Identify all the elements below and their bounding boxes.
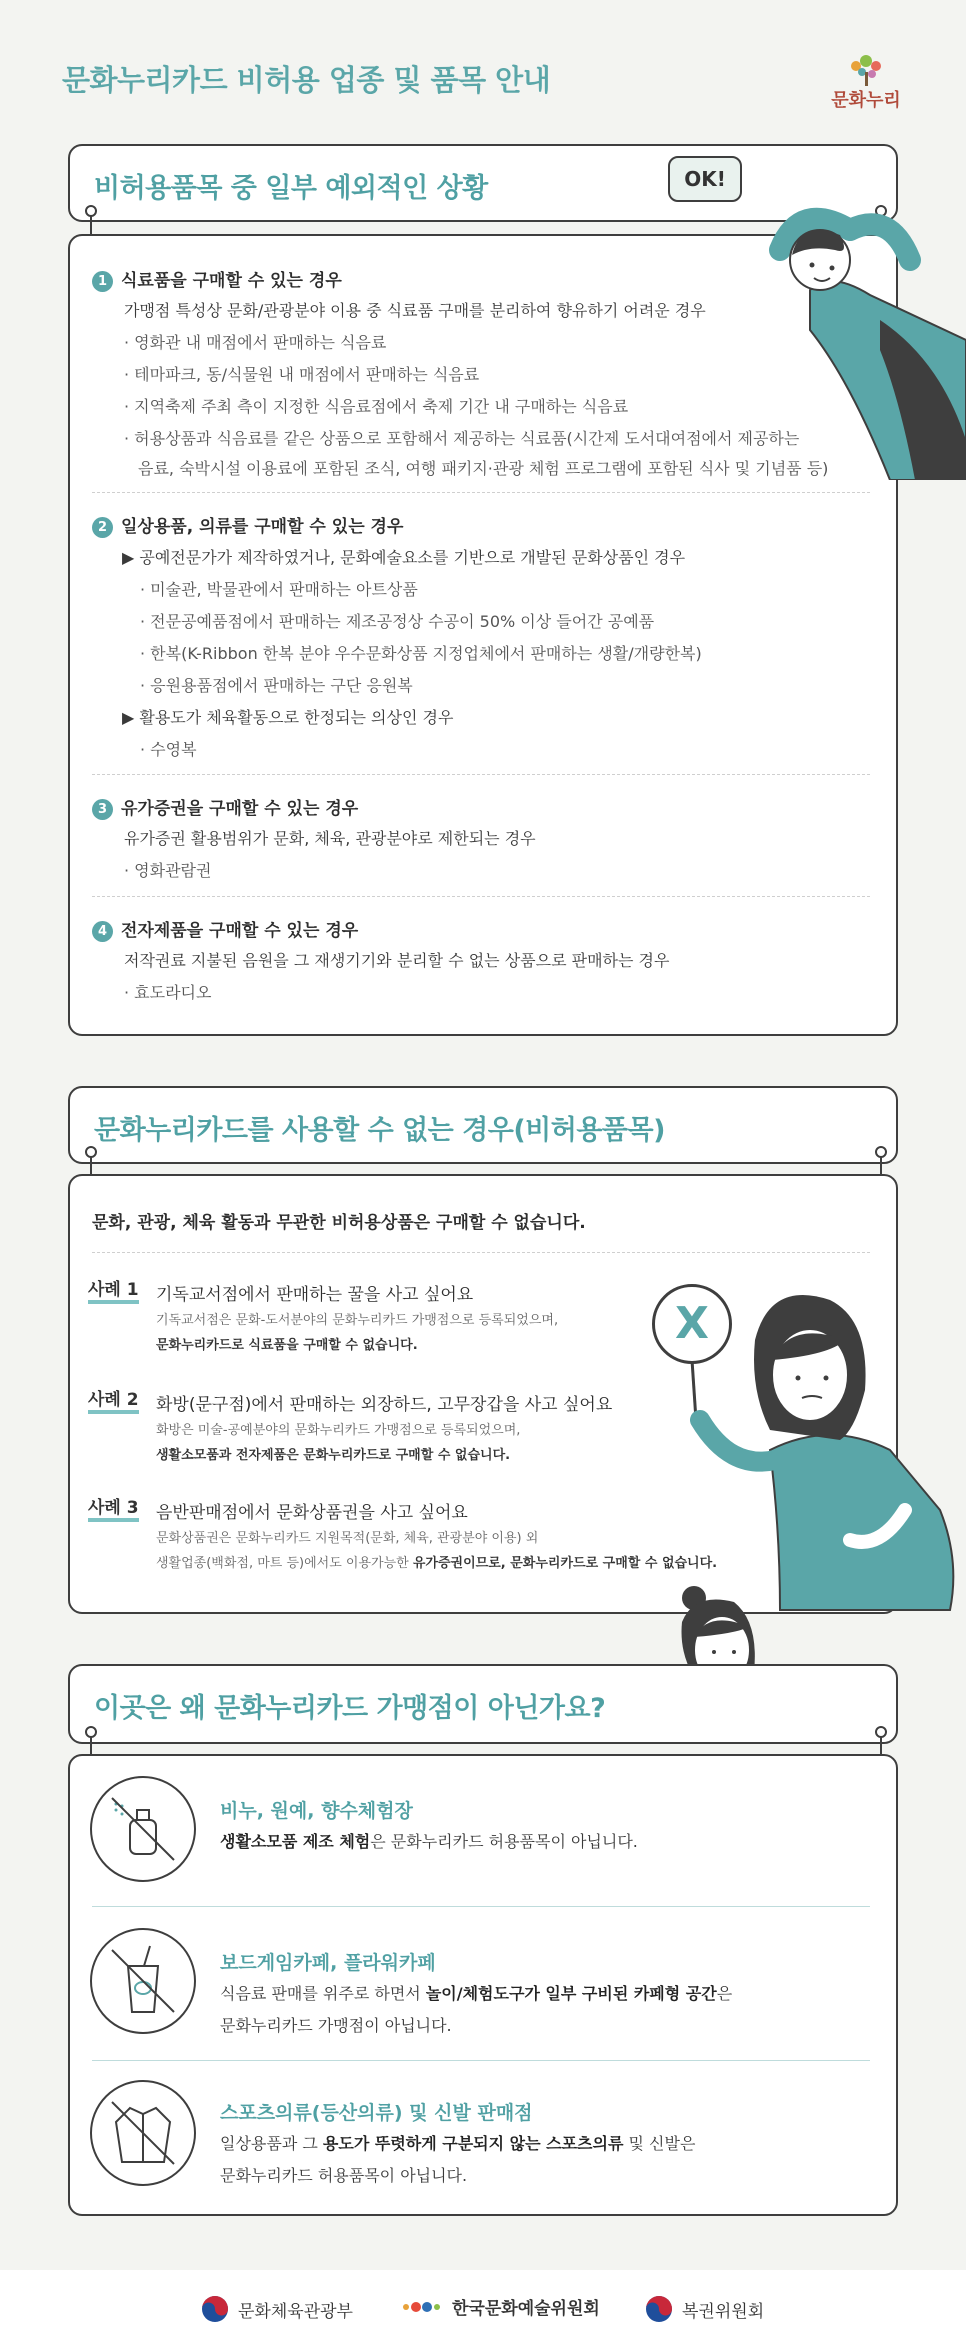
- item2-bullet: · 미술관, 박물관에서 판매하는 아트상품: [140, 580, 418, 599]
- place-description: [220, 1978, 732, 2042]
- case-desc-line: 문화상품권은 문화누리카드 지원목적(문화, 체육, 관광분야 이용) 외: [156, 1531, 539, 1546]
- binder-ring: [85, 1726, 97, 1738]
- org-name: 한국문화예술위원회: [452, 2299, 600, 2319]
- place-desc-tail: 은: [716, 1984, 733, 2003]
- item4-heading: [92, 916, 358, 942]
- place-description: [220, 2128, 695, 2192]
- case-label: 사례 1: [88, 1280, 139, 1304]
- number-badge: 4: [92, 921, 113, 942]
- item1-heading: [92, 266, 342, 292]
- case-description: [156, 1526, 717, 1576]
- place-desc-line2: 문화누리카드 허용품목이 아닙니다.: [220, 2166, 468, 2185]
- item2-heading-text: 일상용품, 의류를 구매할 수 있는 경우: [121, 517, 404, 537]
- dashed-divider: [92, 896, 870, 897]
- arko-logo-icon: [400, 2297, 444, 2317]
- case-label: 사례 3: [88, 1498, 139, 1522]
- place-desc-bold: 용도가 뚜렷하게 구분되지 않는 스포츠의류: [322, 2134, 624, 2153]
- case-label: 사례 2: [88, 1390, 139, 1414]
- org-name: 복권위원회: [682, 2301, 765, 2322]
- section3-title-box: [68, 1664, 898, 1744]
- item3-bullet: · 영화관람권: [124, 861, 212, 880]
- dashed-divider: [92, 774, 870, 775]
- case-desc-bold: 문화누리카드로 식료품을 구매할 수 없습니다.: [156, 1338, 418, 1353]
- section2-intro: 문화, 관광, 체육 활동과 무관한 비허용상품은 구매할 수 없습니다.: [92, 1213, 586, 1233]
- case-desc-line: 화방은 미술-공예분야의 문화누리카드 가맹점으로 등록되었으며,: [156, 1423, 521, 1438]
- number-badge: 1: [92, 271, 113, 292]
- place-title: 비누, 원예, 향수체험장: [220, 1800, 413, 1822]
- jacket-icon: [90, 2080, 196, 2186]
- item4-heading-text: 전자제품을 구매할 수 있는 경우: [121, 921, 359, 941]
- binder-ring: [875, 1146, 887, 1158]
- x-sign-badge: X: [652, 1284, 732, 1364]
- taegeuk-icon: [644, 2294, 674, 2324]
- place-desc-tail: 및 신발은: [623, 2134, 696, 2153]
- munhwanuri-logo: [826, 52, 906, 112]
- case-desc-line: 기독교서점은 문화-도서분야의 문화누리카드 가맹점으로 등록되었으며,: [156, 1313, 559, 1328]
- case-desc-bold: 유가증권이므로, 문화누리카드로 구매할 수 없습니다.: [412, 1556, 718, 1571]
- place-desc-plain: 일상용품과 그: [220, 2134, 323, 2153]
- place-description: [220, 1826, 638, 1858]
- org-mcst: [200, 2294, 353, 2324]
- case-description: [156, 1418, 520, 1468]
- section2-title-box: [68, 1086, 898, 1164]
- case-title: 기독교서점에서 판매하는 꿀을 사고 싶어요: [156, 1285, 474, 1305]
- case-title: 화방(문구점)에서 판매하는 외장하드, 고무장갑을 사고 싶어요: [156, 1395, 613, 1415]
- binder-ring: [85, 205, 97, 217]
- section1-title: 비허용품목 중 일부 예외적인 상황: [94, 173, 488, 204]
- item4-intro: 저작권료 지불된 음원을 그 재생기기와 분리할 수 없는 상품으로 판매하는 경우: [124, 951, 670, 970]
- place-title: 보드게임카페, 플라워카페: [220, 1952, 436, 1974]
- number-badge: 2: [92, 517, 113, 538]
- case-desc-bold: 생활소모품과 전자제품은 문화누리카드로 구매할 수 없습니다.: [156, 1448, 511, 1463]
- place-desc-bold: 생활소모품 제조 체험: [220, 1832, 371, 1851]
- divider: [92, 1906, 870, 1907]
- place-desc-plain: 식음료 판매를 위주로 하면서: [220, 1984, 426, 2003]
- case-desc-plain: 생활업종(백화점, 마트 등)에서도 이용가능한: [156, 1556, 413, 1571]
- dashed-divider: [92, 1252, 870, 1253]
- binder-ring: [85, 1146, 97, 1158]
- logo-text: 문화누리: [831, 90, 901, 111]
- section2-title: 문화누리카드를 사용할 수 없는 경우(비허용품목): [94, 1115, 665, 1146]
- number-badge: 3: [92, 799, 113, 820]
- item2-group1-lead: ▶ 공예전문가가 제작하였거나, 문화예술요소를 기반으로 개발된 문화상품인 경우: [122, 548, 686, 567]
- item1-bullet: · 지역축제 주최 측이 지정한 식음료점에서 축제 기간 내 구매하는 식음료: [124, 397, 629, 416]
- footer: [0, 2270, 966, 2343]
- item1-heading-text: 식료품을 구매할 수 있는 경우: [121, 271, 342, 291]
- place-desc-bold: 놀이/체험도구가 일부 구비된 카페형 공간: [425, 1984, 717, 2003]
- org-arko: [400, 2294, 600, 2319]
- binder-ring: [875, 1726, 887, 1738]
- perfume-icon: [90, 1776, 196, 1882]
- item1-intro: 가맹점 특성상 문화/관광분야 이용 중 식료품 구매를 분리하여 향유하기 어려운 경우: [124, 301, 706, 320]
- place-title: 스포츠의류(등산의류) 및 신발 판매점: [220, 2102, 533, 2124]
- org-name: 문화체육관광부: [238, 2301, 353, 2322]
- item3-heading-text: 유가증권을 구매할 수 있는 경우: [121, 799, 359, 819]
- item2-bullet: · 응원용품점에서 판매하는 구단 응원복: [140, 676, 413, 695]
- dashed-divider: [92, 492, 870, 493]
- taegeuk-icon: [200, 2294, 230, 2324]
- drink-icon: [90, 1928, 196, 2034]
- divider: [92, 2060, 870, 2061]
- item2-group2-lead: ▶ 활용도가 체육활동으로 한정되는 의상인 경우: [122, 708, 454, 727]
- case-title: 음반판매점에서 문화상품권을 사고 싶어요: [156, 1503, 468, 1523]
- place-desc-line2: 문화누리카드 가맹점이 아닙니다.: [220, 2016, 452, 2035]
- place-desc-plain: 은 문화누리카드 허용품목이 아닙니다.: [370, 1832, 638, 1851]
- item4-bullet: · 효도라디오: [124, 983, 212, 1002]
- item3-heading: [92, 794, 358, 820]
- item1-bullet: · 영화관 내 매점에서 판매하는 식음료: [124, 333, 387, 352]
- item2-bullet: · 한복(K-Ribbon 한복 분야 우수문화상품 지정업체에서 판매하는 생활/개량한복): [140, 644, 702, 663]
- item2-bullet: · 수영복: [140, 740, 197, 759]
- item1-bullet-continued: 음료, 숙박시설 이용료에 포함된 조식, 여행 패키지·관광 체험 프로그램에 포함된 식사 및 기념품 등): [138, 459, 829, 478]
- case-description: [156, 1308, 558, 1358]
- logo-tree-icon: [826, 52, 906, 88]
- item2-heading: [92, 512, 403, 538]
- item1-bullet: · 허용상품과 식음료를 같은 상품으로 포함해서 제공하는 식료품(시간제 도서대여점에서 제공하는: [124, 429, 800, 448]
- section3-title: 이곳은 왜 문화누리카드 가맹점이 아닌가요?: [94, 1693, 606, 1724]
- item3-intro: 유가증권 활용범위가 문화, 체육, 관광분야로 제한되는 경우: [124, 829, 536, 848]
- item2-bullet: · 전문공예품점에서 판매하는 제조공정상 수공이 50% 이상 들어간 공예품: [140, 612, 655, 631]
- page-title: 문화누리카드 비허용 업종 및 품목 안내: [62, 63, 551, 97]
- org-lottery: [644, 2294, 764, 2324]
- item1-bullet: · 테마파크, 동/식물원 내 매점에서 판매하는 식음료: [124, 365, 480, 384]
- ok-speech-bubble: OK!: [668, 156, 742, 202]
